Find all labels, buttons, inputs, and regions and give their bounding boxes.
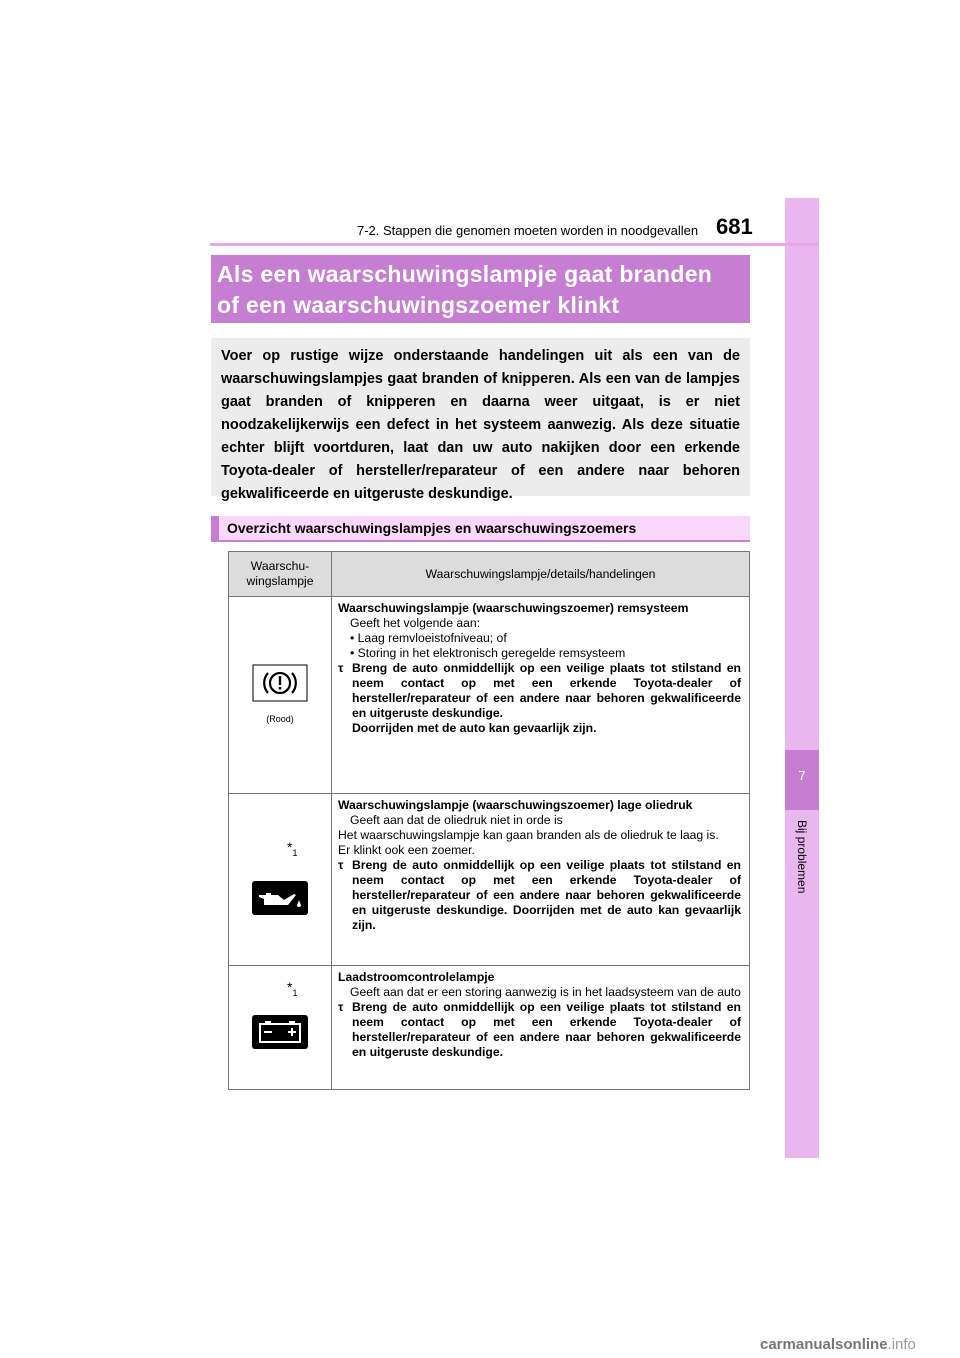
row-bullet: • Storing in het elektronisch geregelde remsysteem	[350, 646, 626, 660]
chapter-side-tab	[785, 198, 819, 1158]
action-note: Doorrijden met de auto kan gevaarlijk zijn.	[352, 721, 597, 735]
chapter-number: 7	[798, 768, 806, 783]
col-header-light: Waarschu-wingslampje	[229, 552, 332, 597]
battery-icon	[252, 1015, 308, 1049]
action-text	[352, 661, 741, 736]
header-divider	[210, 243, 818, 246]
footer-watermark	[760, 1336, 916, 1353]
star-symbol: *	[287, 979, 293, 995]
title-line-2: of een waarschuwingszoemer klinkt	[217, 292, 620, 318]
table-row	[229, 794, 750, 966]
details-cell	[332, 966, 750, 1090]
table-row	[229, 597, 750, 794]
row-title: Laadstroomcontrolelampje	[338, 970, 495, 984]
details-cell	[332, 794, 750, 966]
table-header-row	[229, 552, 750, 597]
chapter-label: Bij problemen	[795, 820, 809, 894]
row-action	[338, 858, 741, 933]
star-subscript: 1	[292, 847, 298, 858]
footer-site: carmanualsonline	[760, 1336, 888, 1353]
row-action	[338, 661, 741, 736]
icon-cell	[229, 597, 332, 794]
subheading-underline	[211, 540, 750, 542]
title-line-1: Als een waarschuwingslampje gaat branden	[217, 261, 713, 287]
action-marker: τ	[338, 858, 344, 872]
intro-paragraph: Voer op rustige wijze onderstaande handelingen uit als een van de waarschuwingslampjes gaat branden of knipperen. Als een van de lampjes gaat branden of knipperen en daarna weer uitgaat, is er niet noodzakelijkerwijs een defect in het systeem aanwezig. Als deze situatie echter blijft voortduren, laat dan uw auto nakijken door een erkende Toyota-dealer of hersteller/reparateur of een andere naar behoren gekwalificeerde en uitgeruste deskundige.	[211, 338, 750, 496]
footer-tld: .info	[887, 1336, 916, 1353]
section-header: 7-2. Stappen die genomen moeten worden in noodgevallen	[357, 223, 699, 238]
action-marker: τ	[338, 661, 344, 675]
brake-warning-icon	[252, 664, 308, 702]
page-number: 681	[716, 214, 753, 239]
row-title: Waarschuwingslampje (waarschuwingszoemer) remsysteem	[338, 601, 689, 615]
section-subheading: Overzicht waarschuwingslampjes en waarschuwingszoemers	[211, 516, 750, 541]
warning-lights-table	[228, 551, 750, 1090]
action-text: Breng de auto onmiddellijk op een veilige plaats tot stilstand en neem contact op met een erkende Toyota-dealer of hersteller/reparateur of een andere naar behoren gekwalificeerde en uitgeruste deskundige. Doorrijden met de auto kan gevaarlijk zijn.	[352, 858, 741, 932]
row-detail: Geeft aan dat er een storing aanwezig is in het laadsysteem van de auto	[350, 985, 741, 999]
row-detail: Geeft het volgende aan:	[350, 616, 481, 630]
page-title	[211, 255, 750, 323]
icon-cell	[229, 966, 332, 1090]
star-subscript: 1	[292, 987, 298, 998]
oil-pressure-icon	[252, 881, 308, 915]
icon-cell	[229, 794, 332, 966]
action-marker: τ	[338, 1000, 344, 1014]
row-action	[338, 1000, 741, 1060]
table-row	[229, 966, 750, 1090]
row-detail: Er klinkt ook een zoemer.	[338, 843, 475, 857]
row-title: Waarschuwingslampje (waarschuwingszoemer) lage oliedruk	[338, 798, 693, 812]
row-bullet: • Laag remvloeistofniveau; of	[350, 631, 507, 645]
details-cell	[332, 597, 750, 794]
action-instruction: Breng de auto onmiddellijk op een veilige plaats tot stilstand en neem contact op met een erkende Toyota-dealer of hersteller/reparateur of een andere naar behoren gekwalificeerde en uitgeruste deskundige.	[352, 661, 741, 720]
col-header-details: Waarschuwingslampje/details/handelingen	[332, 552, 750, 597]
action-text: Breng de auto onmiddellijk op een veilige plaats tot stilstand en neem contact op met een erkende Toyota-dealer of hersteller/reparateur of een andere naar behoren gekwalificeerde en uitgeruste deskundige.	[352, 1000, 741, 1059]
row-detail: Geeft aan dat de oliedruk niet in orde is	[350, 813, 563, 827]
star-symbol: *	[287, 839, 293, 855]
footnote-marker	[287, 840, 297, 861]
icon-caption: (Rood)	[266, 713, 294, 724]
row-detail: Het waarschuwingslampje kan gaan branden als de oliedruk te laag is.	[338, 828, 719, 842]
footnote-marker	[287, 980, 297, 1001]
